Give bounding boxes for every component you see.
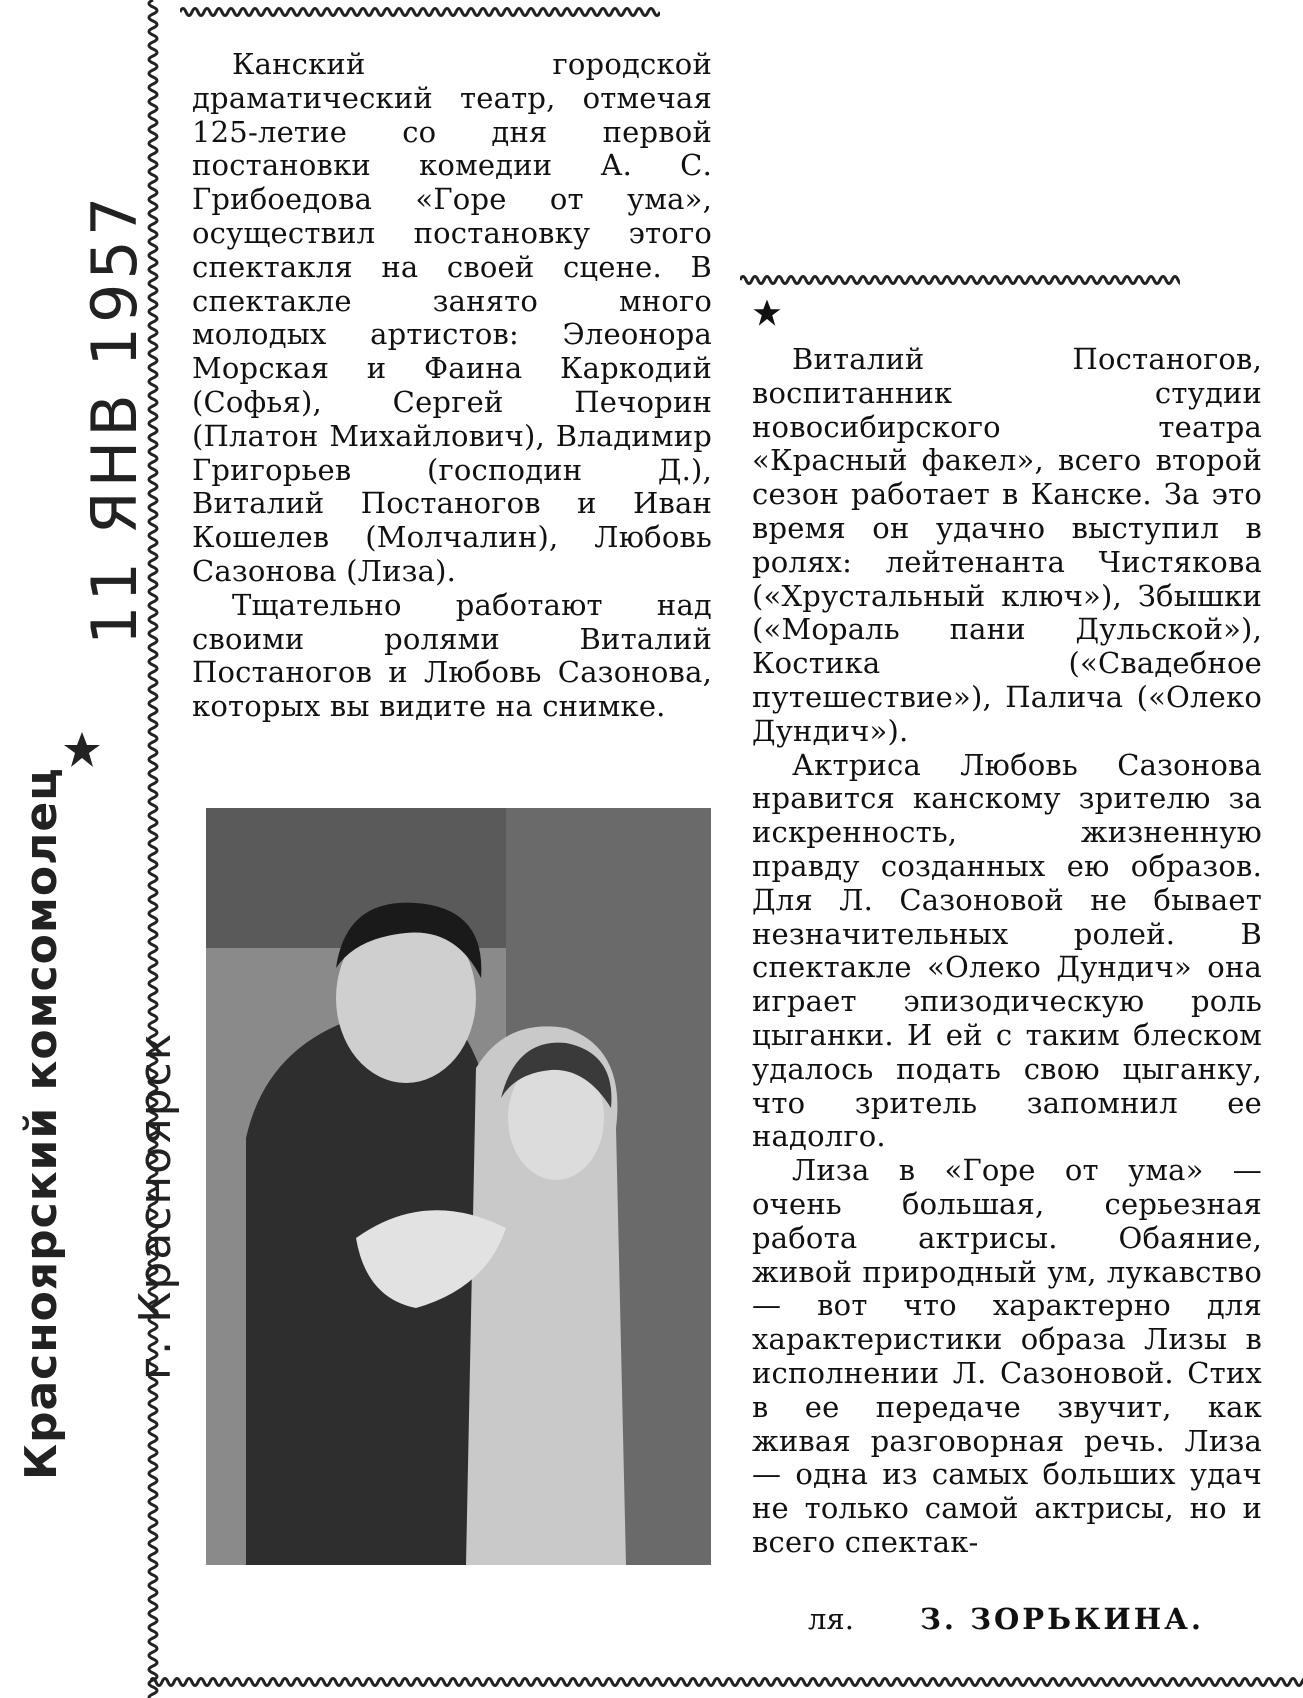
article-paragraph: Канский городской драматический театр, отмечая 125-летие со дня первой постановки комедии А. С. Грибоедова «Горе от ума», осуществил постановку этого спектакля на своей сцене. В спектакле занято много молодых артистов: Элеонора Морская и Фаина Каркодий (Софья), Сергей Печорин (Платон Михайлович), Владимир Григорьев (господин Д.), Виталий Постаногов и Иван Кошелев (Молчалин), Любовь Сазонова (Лиза). xyxy=(192,47,712,588)
article-paragraph: Виталий Постаногов, воспитанник студии новосибирского театра «Красный факел», всего второй сезон работает в Канске. За это время он удачно выступил в ролях: лейтенанта Чистякова («Хрустальный ключ»), Збышки («Мораль пани Дульской»), Костика («Свадебное путешествие»), Палича («Олеко Дундич»). xyxy=(752,342,1262,748)
article-paragraph: Тщательно работают над своими ролями Виталий Постаногов и Любовь Сазонова, которых вы видите на снимке. xyxy=(192,587,712,724)
article-last-word: ля. xyxy=(808,1602,854,1636)
article-left-column xyxy=(192,48,712,724)
theatre-photo xyxy=(206,808,711,1565)
stamp-star-icon xyxy=(62,730,102,770)
photo-image xyxy=(206,808,711,1565)
bottom-wavy-rule xyxy=(150,1672,1303,1692)
article-paragraph: Лиза в «Горе от ума» — очень большая, серьезная работа актрисы. Обаяние, живой природный ум, лукавство — вот что характерно для характеристики образа Лизы в исполнении Л. Сазоновой. Стих в ее передаче звучит, как живая разговорная речь. Лиза — одна из самых больших удач не только самой актрисы, но и всего спектак- xyxy=(752,1153,1262,1559)
archive-stamp xyxy=(0,0,200,1698)
left-wavy-border xyxy=(140,0,166,1698)
article-right-column xyxy=(752,343,1262,1560)
stamp-city: г. Красноярск xyxy=(130,1031,181,1380)
right-column-wavy-rule xyxy=(740,270,1180,290)
top-wavy-rule xyxy=(180,2,660,22)
author-signature: З. ЗОРЬКИНА. xyxy=(920,1602,1204,1636)
stamp-date: 11 ЯНВ 1957 xyxy=(78,192,151,645)
section-star-icon xyxy=(752,298,782,328)
article-paragraph: Актриса Любовь Сазонова нравится канскому зрителю за искренность, жизненную правду созданных ею образов. Для Л. Сазоновой не бывает незначительных ролей. В спектакле «Олеко Дундич» она играет эпизодическую роль цыганки. И ей с таким блеском удалось подать свою цыганку, что зритель запомнил ее надолго. xyxy=(752,747,1262,1154)
stamp-newspaper-name: Красноярский комсомолец xyxy=(16,767,67,1480)
